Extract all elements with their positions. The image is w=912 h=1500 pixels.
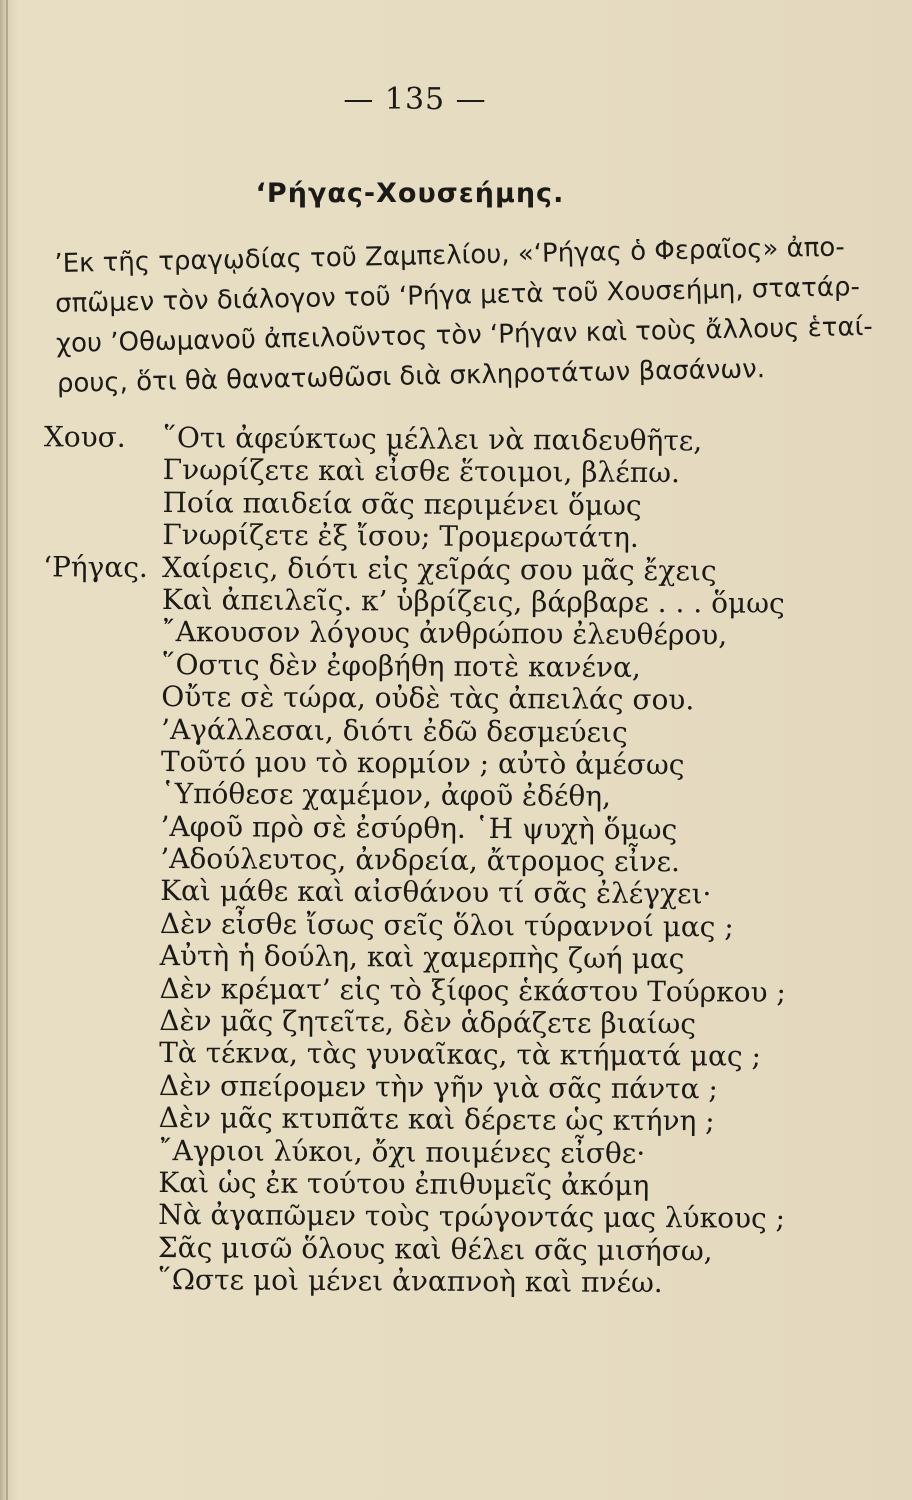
page-number: — 135 — xyxy=(343,82,487,117)
verse-text: Σᾶς μισῶ ὅλους καὶ θέλει σᾶς μισήσω, xyxy=(157,1230,713,1268)
speaker-label: Χουσ. xyxy=(43,420,126,454)
intro-line: χου ’Οθωμανοῦ ἀπειλοῦντος τὸν ‘Ρήγαν καὶ τοὺς ἄλλους ἑταί- xyxy=(55,311,874,359)
verse-text: Αὐτὴ ἡ δούλη, καὶ χαμερπὴς ζωή μας xyxy=(159,939,685,976)
speaker-label: ‘Ρήγας. xyxy=(43,549,148,584)
verse-text: Τὰ τέκνα, τὰς γυναῖκας, τὰ κτήματά μας ; xyxy=(159,1036,762,1074)
intro-line: ’Εκ τῆς τραγῳδίας τοῦ Ζαμπελίου, «‘Ρήγας ὁ Φεραῖος» ἀπο- xyxy=(54,232,845,279)
verse-text: ῾Υπόθεσε χαμέμον, ἀφοῦ ἐδέθη, xyxy=(160,777,612,814)
verse-text: Καὶ ὡς ἐκ τούτου ἐπιθυμεῖς ἀκόμη xyxy=(158,1165,650,1202)
verse-text: Δὲν μᾶς κτυπᾶτε καὶ δέρετε ὡς κτήνη ; xyxy=(158,1101,715,1138)
section-title: ‘Ρήγας-Χουσεήμης. xyxy=(255,178,565,209)
verse-text: ῞Οτι ἀφεύκτως μέλλει νὰ παιδευθῆτε, xyxy=(162,420,703,458)
verse-text: Δὲν σπείρομεν τὴν γῆν γιὰ σᾶς πάντα ; xyxy=(158,1068,718,1106)
verse-text: ῎Ακουσον λόγους ἀνθρώπου ἐλευθέρου, xyxy=(161,615,728,652)
verse-text: Δὲν κρέματ’ εἰς τὸ ξίφος ἑκάστου Τούρκου ; xyxy=(159,971,786,1009)
verse-text: ’Αφοῦ πρὸ σὲ ἐσύρθη. ῾Η ψυχὴ ὅμως xyxy=(160,809,678,846)
verse-text: Οὔτε σὲ τώρα, οὐδὲ τὰς ἀπειλάς σου. xyxy=(161,680,695,717)
verse-text: Γνωρίζετε καὶ εἶσθε ἕτοιμοι, βλέπω. xyxy=(162,453,681,490)
verse-text: Καὶ ἀπειλεῖς. κ’ ὑβρίζεις, βάρβαρε . . . ὅμως xyxy=(161,582,785,620)
intro-line: ρους, ὅτι θὰ θανατωθῶσι διὰ σκληροτάτων βασάνων. xyxy=(56,354,766,399)
verse-text: Χαίρεις, διότι εἰς χεῖράς σου μᾶς ἔχεις xyxy=(162,550,717,587)
intro-line: σπῶμεν τὸν διάλογον τοῦ ‘Ρήγα μετὰ τοῦ Χουσεήμη, στατάρ- xyxy=(54,272,861,319)
verse-text: Ποία παιδεία σᾶς περιμένει ὅμως xyxy=(162,485,642,522)
verse-line xyxy=(0,1262,907,1300)
verse-text: Γνωρίζετε ἐξ ἴσου; Τρομερωτάτη. xyxy=(162,518,639,555)
verse-text: ῞Οστις δὲν ἐφοβήθη ποτὲ κανένα, xyxy=(161,647,641,684)
intro-paragraph xyxy=(54,227,874,404)
verse-text: Τοῦτό μου τὸ κορμίον ; αὐτὸ ἀμέσως xyxy=(160,744,685,782)
verse-text: Δὲν εἶσθε ἴσως σεῖς ὅλοι τύραννοί μας ; xyxy=(159,906,734,944)
dialogue-verses xyxy=(0,420,912,1300)
verse-text: ’Αγάλλεσαι, διότι ἐδῶ δεσμεύεις xyxy=(161,712,628,749)
verse-text: ῎Αγριοι λύκοι, ὄχι ποιμένες εἶσθε· xyxy=(158,1133,646,1170)
verse-text: Καὶ μάθε καὶ αἰσθάνου τί σᾶς ἐλέγχει· xyxy=(160,874,712,911)
verse-text: ῞Ωστε μοὶ μένει ἀναπνοὴ καὶ πνέω. xyxy=(157,1263,663,1300)
verse-text: ’Αδούλευτος, ἀνδρεία, ἄτρομος εἶνε. xyxy=(160,842,681,879)
verse-text: Δὲν μᾶς ζητεῖτε, δὲν ἁδράζετε βιαίως xyxy=(159,1004,697,1041)
verse-text: Νὰ ἀγαπῶμεν τοὺς τρώγοντάς μας λύκους ; xyxy=(158,1198,786,1236)
